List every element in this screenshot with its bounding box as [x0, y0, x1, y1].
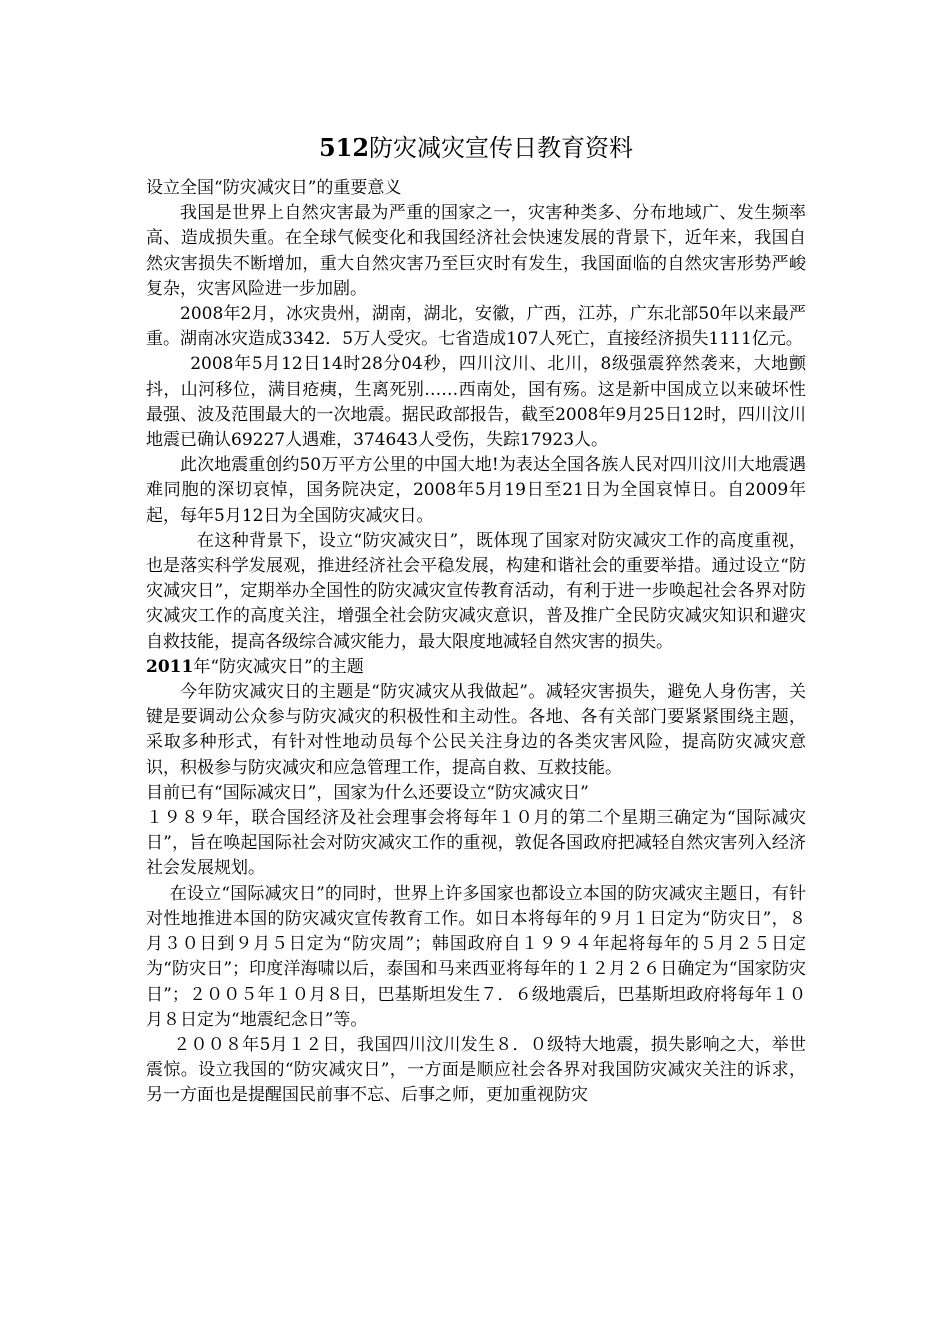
paragraph-3: 2008年5月12日14时28分04秒，四川汶川、北川，8级强震猝然袭来，大地颤抖，山河移位，满目疮痍，生离死别……西南处，国有殇。这是新中国成立以来破坏性最强、波及范围最大的一次地震。据民政部报告，截至2008年9月25日12时，四川汶川地震已确认69227人遇难，374643人受伤，失踪17923人。 [146, 354, 806, 451]
heading-theme-text: 年“防灾减灾日”的主题 [193, 656, 364, 677]
paragraph-1: 我国是世界上自然灾害最为严重的国家之一，灾害种类多、分布地域广、发生频率高、造成损失重。在全球气候变化和我国经济社会快速发展的背景下，近年来，我国自然灾害损失不断增加，重大自然灾害乃至巨灾时有发生，我国面临的自然灾害形势严峻复杂，灾害风险进一步加剧。 [146, 203, 806, 299]
paragraph-6: 今年防灾减灾日的主题是“防灾减灾从我做起”。减轻灾害损失，避免人身伤害，关键是要调动公众参与防灾减灾的积极性和主动性。各地、各有关部门要紧紧围绕主题，采取多种形式，有针对性地动员每个公民关注身边的各类灾害风险，提高防灾减灾意识，积极参与防灾减灾和应急管理工作，提高自救、互救技能。 [146, 682, 806, 778]
paragraph-4: 此次地震重创约50万平方公里的中国大地!为表达全国各族人民对四川汶川大地震遇难同胞的深切哀悼，国务院决定，2008年5月19日至21日为全国哀悼日。自2009年起，每年5月12日为全国防灾减灾日。 [146, 455, 806, 526]
section-heading-why: 目前已有“国际减灾日”，国家为什么还要设立“防灾减灾日” [146, 782, 589, 803]
document-page [146, 128, 806, 1109]
section-heading-theme [146, 655, 806, 680]
heading-year: 2011 [146, 656, 194, 677]
section-heading-significance: 设立全国“防灾减灾日”的重要意义 [146, 178, 402, 198]
paragraph-8: 在设立“国际减灾日”的同时，世界上许多国家也都设立本国的防灾减灾主题日，有针对性地推进本国的防灾减灾宣传教育工作。如日本将每年的９月１日定为“防灾日”，８月３０日到９月５日定为“防灾周”；韩国政府自１９９４年起将每年的５月２５日定为“防灾日”；印度洋海啸以后，泰国和马来西亚将每年的１２月２６日确定为“国家防灾日”；２００５年１０月８日，巴基斯坦发生７．６级地震后，巴基斯坦政府将每年１０月８日定为“地震纪念日”等。 [146, 883, 806, 1030]
paragraph-5: 在这种背景下，设立“防灾减灾日”，既体现了国家对防灾减灾工作的高度重视，也是落实科学发展观，推进经济社会平稳发展，构建和谐社会的重要举措。通过设立“防灾减灾日”，定期举办全国性的防灾减灾宣传教育活动，有利于进一步唤起社会各界对防灾减灾工作的高度关注，增强全社会防灾减灾意识，普及推广全民防灾减灾知识和避灾自救技能，提高各级综合减灾能力，最大限度地减轻自然灾害的损失。 [146, 530, 806, 652]
document-title [146, 128, 806, 168]
title-text: 防灾减灾宣传日教育资料 [369, 134, 634, 162]
paragraph-9: ２００８年5月１２日，我国四川汶川发生８．０级特大地震，损失影响之大，举世震惊。设立我国的“防灾减灾日”，一方面是顺应社会各界对我国防灾减灾关注的诉求，另一方面也是提醒国民前事不忘、后事之师，更加重视防灾 [146, 1034, 806, 1106]
paragraph-7: １９８９年，联合国经济及社会理事会将每年１０月的第二个星期三确定为“国际减灾日”，旨在唤起国际社会对防灾减灾工作的重视，敦促各国政府把减轻自然灾害列入经济社会发展规划。 [146, 808, 806, 879]
title-number: 512 [318, 133, 370, 162]
paragraph-2: 2008年2月，冰灾贵州，湖南，湖北，安徽，广西，江苏，广东北部50年以来最严重。湖南冰灾造成3342．5万人受灾。七省造成107人死亡，直接经济损失1111亿元。 [146, 304, 806, 350]
